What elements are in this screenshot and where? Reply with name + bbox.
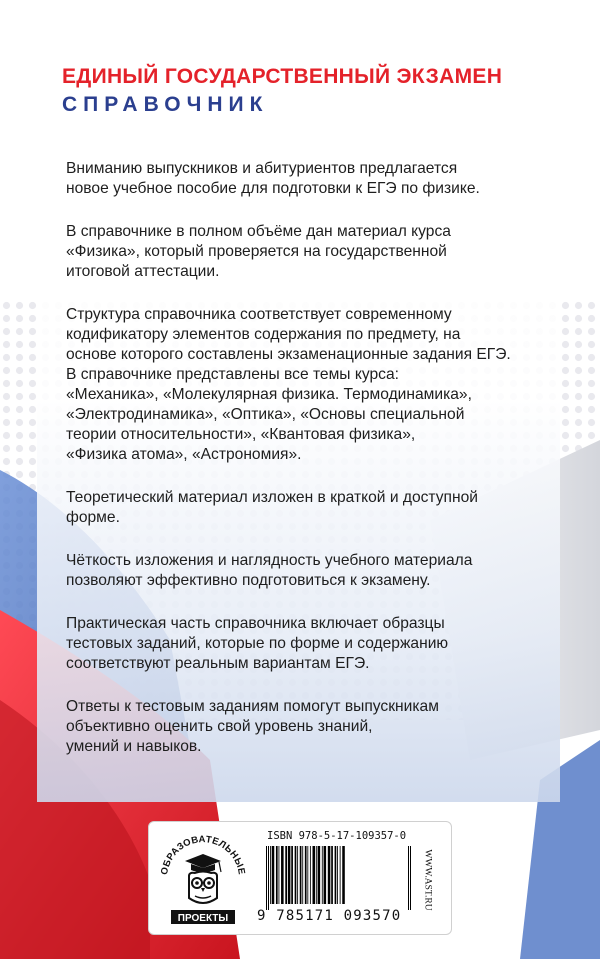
barcode-bar bbox=[288, 846, 291, 904]
barcode-box bbox=[148, 821, 452, 935]
logo-bottom-text: ПРОЕКТЫ bbox=[177, 913, 229, 924]
isbn-label: ISBN 978-5-17-109357-0 bbox=[267, 830, 407, 842]
barcode-bar bbox=[272, 846, 275, 904]
barcode-bar bbox=[270, 846, 271, 904]
barcode-guard-bar bbox=[266, 846, 267, 910]
barcode-bar bbox=[324, 846, 327, 904]
paragraph-answers: Ответы к тестовым заданиям помогут выпускникам объективно оценить свой уровень знаний, умений и навыков. bbox=[66, 698, 439, 755]
barcode-bar bbox=[279, 846, 280, 904]
barcode-bar bbox=[331, 846, 333, 904]
logo-arc-text: ОБРАЗОВАТЕЛЬНЫЕ bbox=[159, 834, 247, 876]
exam-title: ЕДИНЫЙ ГОСУДАРСТВЕННЫЙ ЭКЗАМЕН bbox=[62, 65, 503, 88]
barcode-bar bbox=[300, 846, 302, 904]
barcode-bar bbox=[313, 846, 316, 904]
paragraph-practice: Практическая часть справочника включает образцы тестовых заданий, которые по форме и содержанию соответствуют реальным вариантам ЕГЭ. bbox=[66, 615, 449, 672]
website-label[interactable]: WWW.AST.RU bbox=[423, 849, 433, 911]
barcode-bar bbox=[291, 846, 293, 904]
paragraph-intro: Вниманию выпускников и абитуриентов предлагается новое учебное пособие для подготовки к ЕГЭ по физике. bbox=[66, 160, 480, 197]
barcode-digits: 9 785171 093570 bbox=[257, 908, 402, 924]
paragraph-clarity: Чёткость изложения и наглядность учебного материала позволяют эффективно подготовиться к экзамену. bbox=[66, 552, 473, 589]
barcode-bar bbox=[310, 846, 311, 904]
barcode-bar bbox=[328, 846, 331, 904]
paragraph-theory: Теоретический материал изложен в краткой и доступной форме. bbox=[66, 489, 478, 526]
header bbox=[62, 64, 562, 118]
barcode-bar bbox=[281, 846, 284, 904]
barcode-bar bbox=[302, 846, 303, 904]
website-label-wrap bbox=[413, 836, 443, 924]
barcode-guard-bar bbox=[268, 846, 269, 910]
book-type-subtitle: СПРАВОЧНИК bbox=[62, 93, 269, 116]
barcode-bar bbox=[295, 846, 297, 904]
barcode-bar bbox=[307, 846, 308, 904]
barcode-bar bbox=[285, 846, 287, 904]
barcode-bar bbox=[318, 846, 321, 904]
description-text bbox=[66, 159, 546, 780]
paragraph-structure: Структура справочника соответствует современному кодификатору элементов содержания по предмету, на основе которого составлены экзаменационные задания ЕГЭ. В справочнике представлены все темы курса: «Механика», «Молекулярная физика. Термодинамика», «Электродинамика», «Оптика», «Основы специальной теории относительности», «Квантовая физика», «Физика атома», «Астрономия». bbox=[66, 306, 511, 463]
publisher-logo bbox=[155, 828, 251, 928]
barcode-bar bbox=[316, 846, 317, 904]
barcode-bar bbox=[342, 846, 345, 904]
barcode-guard-bar bbox=[410, 846, 411, 910]
barcode-bar bbox=[322, 846, 323, 904]
barcode-bar bbox=[305, 846, 307, 904]
owl-icon bbox=[185, 854, 221, 903]
barcode-bar bbox=[297, 846, 298, 904]
barcode-image bbox=[262, 846, 414, 910]
barcode-bar bbox=[276, 846, 278, 904]
barcode-bar bbox=[335, 846, 337, 904]
barcode-bar bbox=[340, 846, 341, 904]
paragraph-course: В справочнике в полном объёме дан материал курса «Физика», который проверяется на государственной итоговой аттестации. bbox=[66, 223, 451, 280]
barcode-bar bbox=[337, 846, 338, 904]
barcode-guard-bar bbox=[408, 846, 409, 910]
